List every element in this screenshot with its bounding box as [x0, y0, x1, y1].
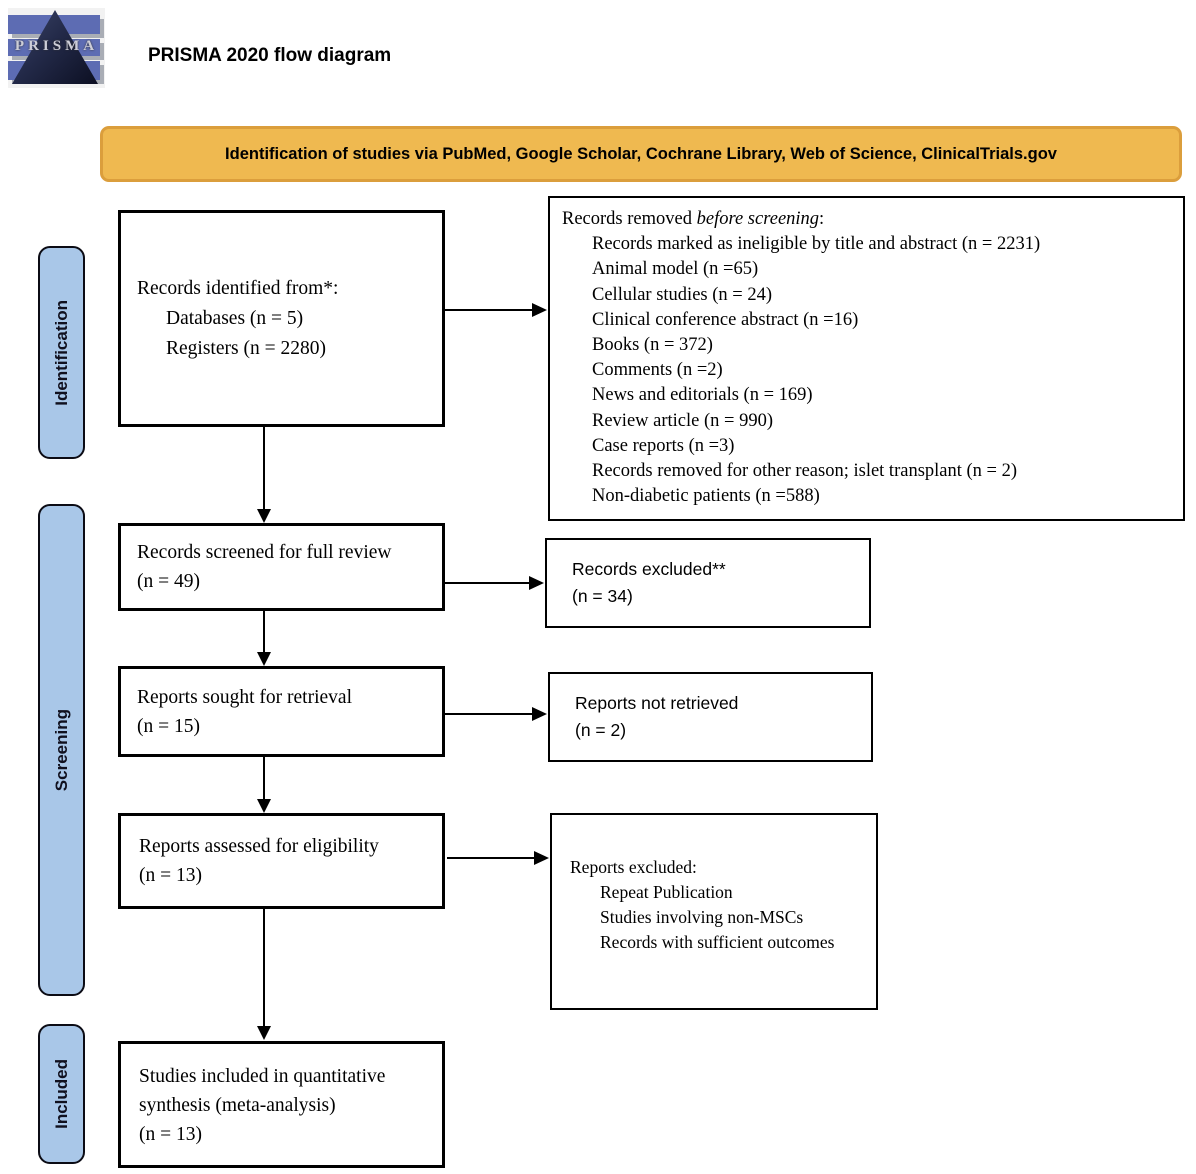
removed-reason: Animal model (n =65) — [592, 259, 759, 280]
removed-reason: Clinical conference abstract (n =16) — [592, 309, 859, 330]
header-suffix: : — [819, 209, 825, 229]
removed-reason: Cellular studies (n = 24) — [592, 284, 772, 305]
stage-label-included — [38, 1024, 85, 1164]
removed-reason: Non-diabetic patients (n =588) — [592, 486, 820, 507]
stage-label-text: Included — [51, 1059, 71, 1129]
box-header: Reports excluded: — [570, 857, 697, 877]
excluded-reason: Studies involving non-MSCs — [600, 907, 804, 927]
removed-reason: Comments (n =2) — [592, 360, 723, 381]
removed-reason: Records marked as ineligible by title and abstract (n = 2231) — [592, 234, 1041, 255]
arrow-identified-to-removed — [445, 303, 547, 317]
logo-wordmark: PRISMA — [14, 38, 99, 54]
page-title: PRISMA 2020 flow diagram — [148, 45, 392, 66]
box-text: Studies included in quantitative synthesis (meta-analysis) — [139, 1066, 386, 1116]
removed-reason: News and editorials (n = 169) — [592, 385, 813, 406]
removed-reason: Records removed for other reason; islet transplant (n = 2) — [592, 461, 1018, 482]
excluded-reason: Repeat Publication — [600, 882, 733, 902]
arrow-assessed-to-included — [257, 909, 271, 1040]
box-line: Databases (n = 5) — [166, 307, 304, 329]
removed-reason: Case reports (n =3) — [592, 435, 735, 456]
box-header: Records identified from*: — [137, 277, 339, 299]
box-count: (n = 13) — [139, 865, 202, 886]
box-count: (n = 34) — [572, 586, 633, 606]
box-reports-not-retrieved — [548, 672, 873, 762]
banner-text: Identification of studies via PubMed, Google Scholar, Cochrane Library, Web of Science, ClinicalTrials.gov — [225, 144, 1057, 163]
box-reports-excluded — [550, 813, 878, 1010]
box-count: (n = 49) — [137, 571, 200, 592]
box-records-excluded — [545, 538, 871, 628]
removed-reason: Books (n = 372) — [592, 335, 713, 356]
arrow-screened-to-excluded — [445, 576, 544, 590]
box-line: Registers (n = 2280) — [166, 337, 326, 359]
box-text: Records excluded** — [572, 559, 726, 579]
arrow-sought-to-not-retrieved — [445, 707, 547, 721]
stage-label-text: Identification — [51, 299, 71, 406]
stage-label-identification — [38, 246, 85, 459]
box-count: (n = 15) — [137, 715, 200, 737]
box-text: Reports assessed for eligibility — [139, 836, 379, 857]
header-italic: before screening — [696, 209, 820, 229]
box-reports-sought — [118, 666, 445, 757]
box-text: Reports sought for retrieval — [137, 686, 352, 708]
box-header — [562, 207, 1173, 232]
arrow-assessed-to-reports-excluded — [447, 851, 549, 865]
arrow-screened-to-sought — [257, 611, 271, 666]
box-text: Records screened for full review — [137, 542, 392, 563]
stage-label-text: Screening — [51, 708, 71, 792]
prisma-logo — [8, 8, 105, 88]
box-count: (n = 13) — [139, 1124, 202, 1145]
box-reports-assessed — [118, 813, 445, 909]
box-studies-included — [118, 1041, 445, 1168]
box-records-removed — [548, 196, 1185, 521]
box-records-screened — [118, 523, 445, 611]
box-count: (n = 2) — [575, 720, 627, 740]
header-prefix: Records removed — [562, 209, 697, 229]
stage-label-screening — [38, 504, 85, 996]
box-text: Reports not retrieved — [575, 693, 739, 713]
box-records-identified — [118, 210, 445, 427]
excluded-reason: Records with sufficient outcomes — [600, 932, 835, 952]
arrow-sought-to-assessed — [257, 757, 271, 813]
arrow-identified-to-screened — [257, 427, 271, 523]
identification-sources-banner — [100, 126, 1182, 182]
removed-reason: Review article (n = 990) — [592, 410, 773, 431]
